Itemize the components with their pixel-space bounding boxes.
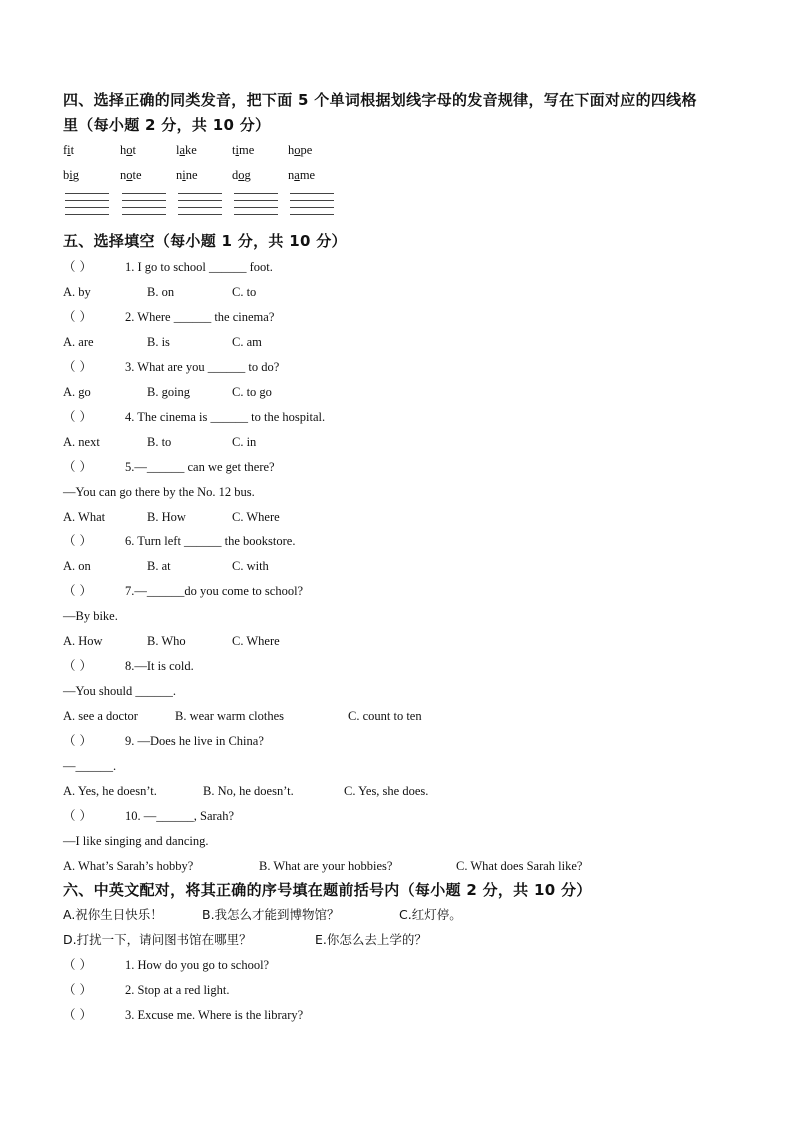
word-suffix: t — [132, 143, 136, 157]
grid-line — [122, 207, 166, 208]
dialogue-line: —You should ______. — [63, 684, 176, 699]
word-suffix: pe — [300, 143, 313, 157]
word-suffix: g — [244, 168, 251, 182]
four-line-writing-grid[interactable] — [65, 193, 109, 219]
question-line — [63, 582, 303, 600]
grid-line — [290, 193, 334, 194]
underlined-letter: i — [69, 168, 73, 182]
word-suffix: ne — [185, 168, 198, 182]
word-prefix: t — [232, 143, 236, 157]
section5-heading: 五、选择填空（每小题 1 分，共 10 分） — [63, 232, 347, 250]
answer-option[interactable]: B. going — [147, 384, 191, 399]
phonics-word — [63, 141, 74, 159]
question-line — [63, 657, 194, 675]
phonics-word — [232, 141, 254, 159]
answer-option[interactable]: B. No, he doesn’t. — [203, 783, 294, 798]
question-line — [63, 732, 264, 750]
question-line — [63, 807, 234, 825]
question-text: 8.—It is cold. — [125, 659, 194, 674]
answer-option[interactable]: A. How — [63, 634, 103, 649]
grid-line — [65, 193, 109, 194]
answer-bracket[interactable]: （ ） — [63, 807, 92, 823]
answer-bracket[interactable]: （ ） — [63, 358, 92, 374]
underlined-letter: o — [126, 143, 133, 157]
grid-line — [234, 200, 278, 201]
word-prefix: f — [63, 143, 68, 157]
grid-line — [178, 207, 222, 208]
answer-option[interactable]: B. wear warm clothes — [175, 709, 284, 724]
answer-bracket[interactable]: （ ） — [63, 259, 92, 274]
grid-line — [290, 207, 334, 208]
answer-bracket[interactable]: （ ） — [63, 1007, 92, 1022]
matching-question-line — [63, 956, 269, 974]
question-text: 7.—______do you come to school? — [125, 584, 304, 599]
four-line-writing-grid[interactable] — [122, 193, 166, 219]
underlined-letter: i — [67, 143, 71, 157]
word-prefix: b — [63, 168, 70, 182]
word-prefix: h — [120, 143, 127, 157]
answer-bracket[interactable]: （ ） — [63, 458, 92, 474]
question-text: 3. What are you ______ to do? — [125, 359, 280, 374]
answer-option[interactable]: C. Yes, she does. — [344, 783, 429, 798]
question-text: 5.—______ can we get there? — [125, 459, 275, 474]
question-line — [63, 532, 295, 550]
matching-choice: A.祝你生日快乐！ — [63, 907, 163, 922]
grid-line — [234, 193, 278, 194]
matching-question-text: 3. Excuse me. Where is the library? — [125, 1008, 304, 1022]
phonics-word — [176, 141, 197, 159]
underlined-letter: i — [182, 168, 186, 182]
question-line — [63, 358, 279, 376]
four-line-writing-grid[interactable] — [290, 193, 334, 219]
question-text: 6. Turn left ______ the bookstore. — [125, 534, 296, 549]
answer-option[interactable]: B. is — [147, 334, 170, 349]
word-suffix: t — [70, 143, 75, 157]
underlined-letter: o — [238, 168, 245, 182]
question-line — [63, 258, 273, 276]
matching-question-text: 2. Stop at a red light. — [125, 983, 230, 997]
answer-option[interactable]: C. Where — [232, 634, 280, 649]
phonics-word — [120, 166, 142, 184]
word-prefix: l — [176, 143, 180, 157]
underlined-letter: o — [294, 143, 301, 157]
answer-option[interactable]: B. to — [147, 434, 172, 449]
section4-heading-line1: 四、选择正确的同类发音，把下面 5 个单词根据划线字母的发音规律，写在下面对应的四线格 — [63, 91, 697, 109]
answer-option[interactable]: A. What — [63, 509, 106, 524]
matching-question-line — [63, 1006, 303, 1024]
answer-option[interactable]: B. on — [147, 284, 175, 299]
grid-line — [290, 200, 334, 201]
answer-option[interactable]: C. with — [232, 559, 269, 574]
section4-heading-line2: 里（每小题 2 分，共 10 分） — [63, 116, 271, 134]
answer-option[interactable]: A. Yes, he doesn’t. — [63, 783, 157, 798]
phonics-word — [63, 166, 79, 184]
answer-option[interactable]: A. next — [63, 434, 100, 449]
question-text: 10. —______, Sarah? — [125, 808, 235, 823]
dialogue-line: —______. — [63, 759, 117, 773]
answer-option[interactable]: C. What does Sarah like? — [456, 858, 583, 873]
grid-line — [178, 214, 222, 215]
answer-bracket[interactable]: （ ） — [63, 533, 92, 549]
answer-bracket[interactable]: （ ） — [63, 957, 92, 972]
matching-choice: D.打扰一下，请问图书馆在哪里？ — [63, 932, 252, 947]
answer-option[interactable]: C. in — [232, 434, 257, 449]
grid-line — [122, 214, 166, 215]
answer-option[interactable]: A. on — [63, 559, 91, 574]
grid-line — [234, 214, 278, 215]
question-line — [63, 458, 275, 476]
answer-option[interactable]: A. see a doctor — [63, 709, 138, 724]
question-text: 4. The cinema is ______ to the hospital. — [125, 409, 326, 424]
question-line — [63, 308, 274, 326]
answer-option[interactable]: C. count to ten — [348, 709, 422, 724]
answer-bracket[interactable]: （ ） — [63, 308, 92, 324]
phonics-word — [288, 141, 312, 159]
matching-choice: C.红灯停。 — [399, 907, 462, 922]
four-line-writing-grid[interactable] — [234, 193, 278, 219]
phonics-word — [232, 166, 251, 184]
matching-choice: B.我怎么才能到博物馆？ — [202, 907, 340, 922]
question-text: 1. I go to school ______ foot. — [125, 260, 273, 274]
word-suffix: g — [72, 168, 79, 182]
matching-question-text: 1. How do you go to school? — [125, 958, 270, 972]
dialogue-line: —I like singing and dancing. — [63, 833, 209, 848]
underlined-letter: a — [294, 168, 300, 182]
answer-option[interactable]: C. to go — [232, 384, 272, 399]
grid-line — [122, 200, 166, 201]
grid-line — [178, 193, 222, 194]
grid-line — [65, 200, 109, 201]
grid-line — [290, 214, 334, 215]
underlined-letter: o — [126, 168, 133, 182]
phonics-word — [288, 166, 315, 184]
word-suffix: te — [132, 168, 142, 182]
answer-option[interactable]: B. Who — [147, 634, 186, 649]
answer-bracket[interactable]: （ ） — [63, 408, 92, 424]
grid-line — [65, 207, 109, 208]
matching-choice: E.你怎么去上学的？ — [315, 932, 427, 947]
word-prefix: d — [232, 168, 239, 182]
grid-line — [234, 207, 278, 208]
answer-option[interactable]: A. are — [63, 334, 94, 349]
grid-line — [122, 193, 166, 194]
grid-line — [65, 214, 109, 215]
question-text: 2. Where ______ the cinema? — [125, 309, 275, 324]
answer-bracket[interactable]: （ ） — [63, 658, 92, 674]
question-line — [63, 408, 325, 426]
underlined-letter: a — [179, 143, 186, 157]
answer-option[interactable]: A. by — [63, 284, 91, 299]
answer-option[interactable]: B. at — [147, 559, 171, 574]
word-prefix: n — [176, 168, 183, 182]
four-line-writing-grid[interactable] — [178, 193, 222, 219]
word-suffix: me — [299, 168, 316, 182]
dialogue-line: —By bike. — [63, 609, 118, 624]
dialogue-line: —You can go there by the No. 12 bus. — [63, 484, 255, 499]
answer-option[interactable]: B. How — [147, 509, 186, 524]
answer-option[interactable]: C. am — [232, 334, 262, 349]
answer-option[interactable]: C. to — [232, 284, 257, 299]
word-prefix: h — [288, 143, 295, 157]
answer-option[interactable]: A. go — [63, 384, 91, 399]
word-suffix: ke — [185, 143, 197, 157]
question-text: 9. —Does he live in China? — [125, 734, 264, 749]
answer-bracket[interactable]: （ ） — [63, 982, 92, 997]
phonics-word — [120, 141, 136, 159]
grid-line — [178, 200, 222, 201]
word-prefix: n — [120, 168, 127, 182]
answer-bracket[interactable]: （ ） — [63, 733, 92, 749]
underlined-letter: i — [235, 143, 239, 157]
section6-heading: 六、中英文配对，将其正确的序号填在题前括号内（每小题 2 分，共 10 分） — [63, 881, 592, 899]
answer-option[interactable]: C. Where — [232, 509, 280, 524]
answer-option[interactable]: A. What’s Sarah’s hobby? — [63, 858, 194, 873]
answer-option[interactable]: B. What are your hobbies? — [259, 858, 393, 873]
word-suffix: me — [238, 143, 255, 157]
word-prefix: n — [288, 168, 295, 182]
phonics-word — [176, 166, 198, 184]
answer-bracket[interactable]: （ ） — [63, 583, 92, 599]
matching-question-line — [63, 981, 230, 999]
